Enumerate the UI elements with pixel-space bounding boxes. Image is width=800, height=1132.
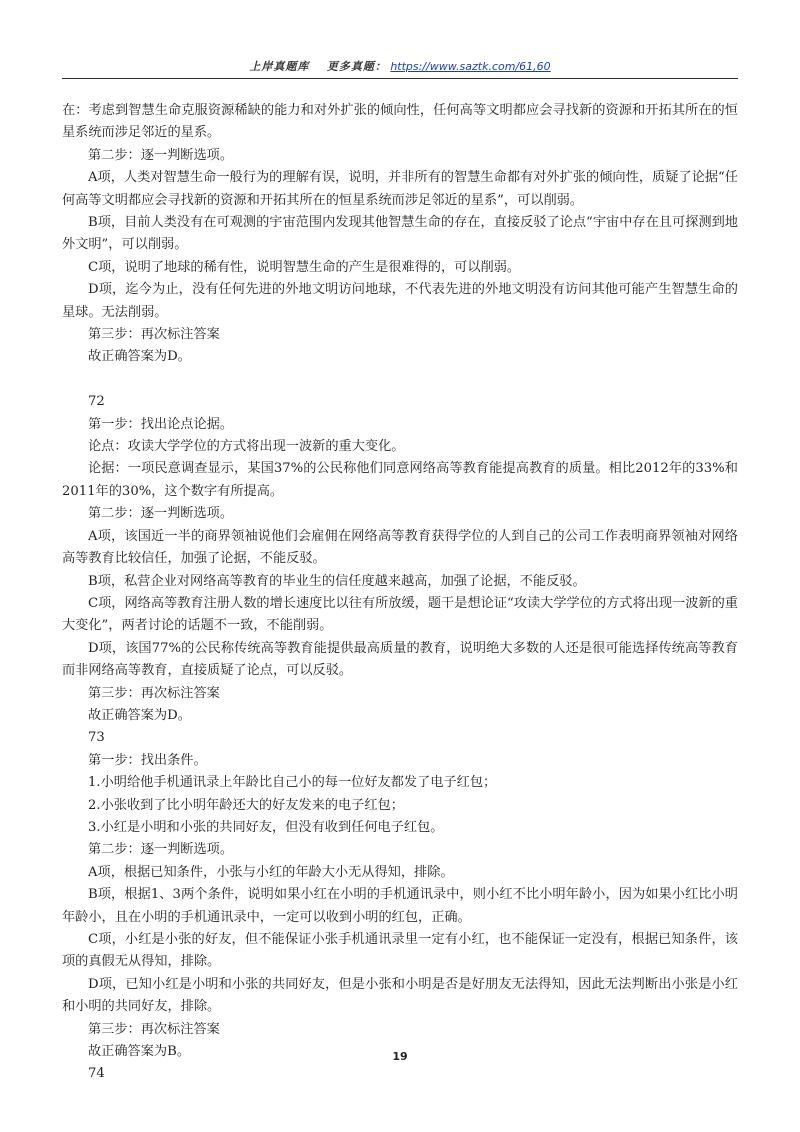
- paragraph: C项，小红是小张的好友，但不能保证小张手机通讯录里一定有小红，也不能保证一定没有，根据已知条件，该项的真假无从得知，排除。: [62, 932, 738, 970]
- paragraph: 74: [88, 1066, 105, 1082]
- paragraph: 故正确答案为B。: [88, 1044, 191, 1060]
- paragraph: 73: [88, 730, 105, 746]
- paragraph-spacer: [62, 369, 738, 391]
- paragraph: 论据：一项民意调查显示，某国37%的公民称他们同意网络高等教育能提高教育的质量。相比2012年的33%和2011年的30%，这个数字有所提高。: [62, 461, 738, 499]
- paragraph: A项，人类对智慧生命一般行为的理解有误，说明，并非所有的智慧生命都有对外扩张的倾向性，质疑了论据“任何高等文明都应会寻找新的资源和开拓其所在的恒星系统而涉足邻近的星系”，可以削弱。: [62, 170, 738, 208]
- more-questions-label: 更多真题：: [326, 60, 387, 73]
- paragraph: 第二步：逐一判断选项。: [88, 506, 234, 522]
- paragraph: 故正确答案为D。: [88, 349, 191, 365]
- paragraph: 第一步：找出论点论据。: [88, 416, 234, 432]
- paragraph: 故正确答案为D。: [88, 707, 191, 723]
- paragraph: 第二步：逐一判断选项。: [88, 842, 234, 858]
- paragraph: 论点：攻读大学学位的方式将出现一波新的重大变化。: [88, 439, 405, 455]
- page-number: 19: [392, 1050, 408, 1063]
- paragraph: 第三步：再次标注答案: [88, 1021, 220, 1037]
- brand-name: 上岸真题库: [249, 60, 310, 73]
- paragraph: B项，私营企业对网络高等教育的毕业生的信任度越来越高，加强了论据，不能反驳。: [88, 573, 586, 589]
- paragraph: D项，该国77%的公民称传统高等教育能提供最高质量的教育，说明绝大多数的人还是很可能选择传统高等教育而非网络高等教育，直接质疑了论点，可以反驳。: [62, 640, 738, 679]
- paragraph: 第三步：再次标注答案: [88, 327, 220, 343]
- paragraph: 1.小明给他手机通讯录上年龄比自己小的每一位好友都发了电子红包；: [88, 775, 497, 791]
- paragraph: 3.小红是小明和小张的共同好友，但没有收到任何电子红包。: [88, 819, 444, 835]
- paragraph: 在：考虑到智慧生命克服资源稀缺的能力和对外扩张的倾向性，任何高等文明都应会寻找新的资源和开拓其所在的恒星系统而涉足邻近的星系。: [62, 103, 738, 141]
- paragraph: 72: [88, 394, 105, 410]
- document-body: [62, 100, 738, 1086]
- paragraph: B项，目前人类没有在可观测的宇宙范围内发现其他智慧生命的存在，直接反驳了论点“宇宙中存在且可探测到地外文明”，可以削弱。: [62, 215, 738, 253]
- page-header: [62, 56, 738, 79]
- paragraph: C项，说明了地球的稀有性，说明智慧生命的产生是很难得的，可以削弱。: [88, 259, 521, 275]
- paragraph: A项，根据已知条件，小张与小红的年龄大小无从得知，排除。: [88, 864, 454, 880]
- paragraph: 第三步：再次标注答案: [88, 685, 220, 701]
- paragraph: 2.小张收到了比小明年龄还大的好友发来的电子红包；: [88, 797, 404, 813]
- paragraph: D项，迄今为止，没有任何先进的外地文明访问地球，不代表先进的外地文明没有访问其他可能产生智慧生命的星球。无法削弱。: [62, 282, 738, 320]
- paragraph: A项，该国近一半的商界领袖说他们会雇佣在网络高等教育获得学位的人到自己的公司工作表明商界领袖对网络高等教育比较信任，加强了论据，不能反驳。: [62, 528, 738, 567]
- paragraph: 第二步：逐一判断选项。: [88, 147, 234, 163]
- header-link[interactable]: https://www.saztk.com/61,60: [390, 60, 551, 73]
- paragraph: D项，已知小红是小明和小张的共同好友，但是小张和小明是否是好朋友无法得知，因此无法判断出小张是小红和小明的共同好友，排除。: [62, 976, 738, 1015]
- paragraph: C项，网络高等教育注册人数的增长速度比以往有所放缓，题干是想论证“攻读大学学位的方式将出现一波新的重大变化”，两者讨论的话题不一致，不能削弱。: [62, 595, 738, 634]
- paragraph: B项，根据1、3两个条件，说明如果小红在小明的手机通讯录中，则小红不比小明年龄小，因为如果小红比小明年龄小，且在小明的手机通讯录中，一定可以收到小明的红包，正确。: [62, 887, 738, 925]
- paragraph: 第一步：找出条件。: [88, 752, 207, 768]
